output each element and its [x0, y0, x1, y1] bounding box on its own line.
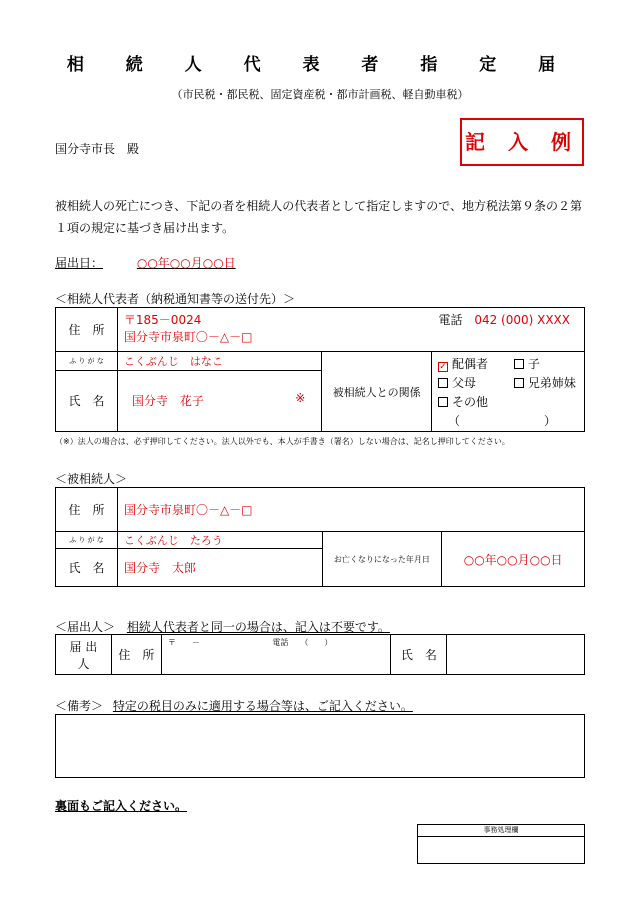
filer-label: 届 出 人 — [56, 635, 112, 675]
deceased-heading: ＜被相続人＞ — [55, 472, 128, 486]
deceased-name-label: 氏 名 — [56, 549, 118, 587]
rep-furigana[interactable]: こくぶんじ はなこ — [117, 352, 321, 371]
filer-address-label: 住 所 — [111, 635, 161, 675]
remarks-note: 特定の税目のみに適用する場合等は、ご記入ください。 — [112, 699, 413, 713]
rep-relation-options — [432, 352, 585, 432]
rep-seal-mark: ※ — [295, 390, 306, 405]
rep-furigana-label: ふ り が な — [56, 352, 118, 371]
submit-date-label: 届出日： — [55, 256, 104, 270]
rep-table — [55, 307, 585, 432]
rep-name-label: 氏 名 — [56, 370, 118, 431]
rel-spouse[interactable]: ✓ 配偶者 — [439, 357, 489, 372]
rep-phone — [438, 311, 570, 328]
submit-date-value[interactable]: ○○年○○月○○日 — [136, 256, 236, 270]
filer-postal: 〒 － — [167, 638, 200, 647]
rep-name-cell[interactable] — [117, 370, 321, 431]
rel-spouse-checkbox[interactable]: ✓ — [439, 362, 447, 372]
filer-name-label: 氏 名 — [391, 635, 447, 675]
rep-phone-label: 電話 — [438, 313, 463, 327]
deceased-furigana[interactable]: こくぶんじ たろう — [117, 532, 322, 549]
rep-phone-value: 042 (000) XXXX — [474, 313, 570, 327]
deceased-address[interactable]: 国分寺市泉町〇－△－□ — [117, 488, 584, 532]
rel-other[interactable]: その他 — [438, 393, 578, 412]
rep-address-label: 住 所 — [56, 308, 118, 352]
sample-stamp: 記 入 例 — [460, 118, 584, 166]
rep-postal: 〒185－0024 — [123, 313, 202, 327]
filer-note: 相続人代表者と同一の場合は、記入は不要です。 — [126, 620, 390, 634]
filer-heading-row — [55, 618, 390, 635]
rel-parent-checkbox[interactable] — [438, 378, 448, 388]
seal-note: （※）法人の場合は、必ず押印してください。法人以外でも、本人が手書き（署名）しない場合は、記名し押印してください。 — [55, 437, 510, 446]
filer-name[interactable] — [447, 635, 585, 675]
rep-name: 国分寺 花子 — [131, 394, 204, 409]
filer-phone: 電話 （ ） — [272, 638, 333, 647]
death-date-label: お亡くなりになった年月日 — [322, 532, 442, 587]
rep-address: 国分寺市泉町〇－△－□ — [123, 330, 253, 344]
filer-table — [55, 634, 585, 675]
deceased-name[interactable]: 国分寺 太郎 — [117, 549, 322, 587]
addressee: 国分寺市長 殿 — [55, 142, 140, 156]
office-use-label: 事務処理欄 — [418, 825, 584, 837]
back-side-note: 裏面もご記入ください。 — [55, 799, 188, 813]
rep-heading: ＜相続人代表者（納税通知書等の送付先）＞ — [55, 292, 296, 306]
rel-other-checkbox[interactable] — [438, 397, 448, 407]
rel-parent[interactable]: 父母 — [438, 374, 510, 393]
office-use-box — [417, 824, 585, 864]
rel-other-field[interactable]: （ ） — [448, 414, 557, 428]
filer-heading: ＜届出人＞ — [55, 620, 116, 634]
intro-text: 被相続人の死亡につき、下記の者を相続人の代表者として指定しますので、地方税法第９条の２第１項の規定に基づき届け出ます。 — [55, 199, 583, 235]
deceased-table — [55, 487, 585, 587]
page-subtitle: （市民税・都民税、固定資産税・都市計画税、軽自動車税） — [171, 88, 469, 101]
remarks-heading-row — [55, 697, 413, 714]
deceased-address-label: 住 所 — [56, 488, 118, 532]
filer-address[interactable] — [161, 635, 391, 675]
remarks-heading: ＜備考＞ — [55, 699, 104, 713]
page-title: 相 続 人 代 表 者 指 定 届 — [66, 55, 574, 75]
rel-child[interactable]: 子 — [514, 357, 540, 371]
rel-child-checkbox[interactable] — [514, 359, 524, 369]
rep-relation-label: 被相続人との関係 — [322, 352, 432, 432]
remarks-box[interactable] — [55, 714, 585, 778]
death-date[interactable]: ○○年○○月○○日 — [442, 532, 585, 587]
submit-date — [55, 254, 236, 271]
rel-sibling-checkbox[interactable] — [514, 378, 524, 388]
deceased-furigana-label: ふ り が な — [56, 532, 118, 549]
rel-sibling[interactable]: 兄弟姉妹 — [514, 376, 576, 390]
rep-address-cell[interactable] — [117, 308, 584, 352]
